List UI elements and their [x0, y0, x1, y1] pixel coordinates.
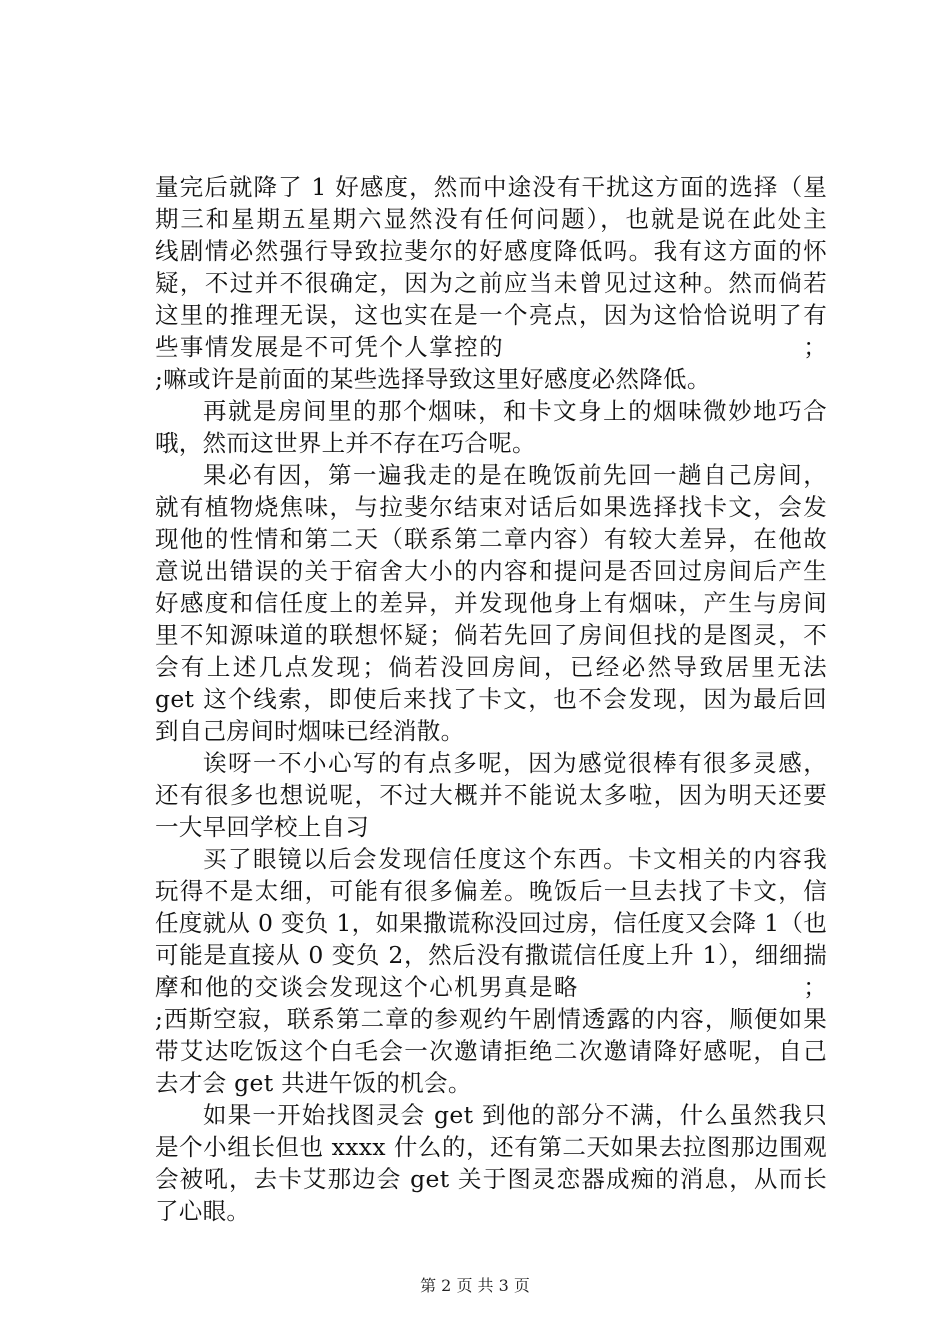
- text-line: 如果一开始找图灵会 get 到他的部分不满，什么虽然我只: [203, 1101, 827, 1129]
- text-line: 意说出错误的关于宿舍大小的内容和提问是否回过房间后产生: [155, 557, 827, 585]
- text-line: 可能是直接从 0 变负 2，然后没有撒谎信任度上升 1），细细揣: [155, 941, 827, 969]
- paragraph-2: [155, 395, 827, 459]
- text-line: 还有很多也想说呢，不过大概并不能说太多啦，因为明天还要: [155, 781, 827, 809]
- text-line: 会有上述几点发现；倘若没回房间，已经必然导致居里无法: [155, 653, 827, 681]
- text-line: 一大早回学校上自习: [155, 813, 370, 841]
- text-line: 是个小组长但也 xxxx 什么的，还有第二天如果去拉图那边围观: [155, 1133, 827, 1161]
- text-line: 就有植物烧焦味，与拉斐尔结束对话后如果选择找卡文，会发: [155, 493, 827, 521]
- text-line: 诶呀一不小心写的有点多呢，因为感觉很棒有很多灵感，: [203, 749, 827, 777]
- text-line: ;西斯空寂，联系第二章的参观约午剧情透露的内容，顺便如果: [155, 1005, 827, 1033]
- text-line: 些事情发展是不可凭个人掌控的 ；: [155, 333, 827, 361]
- paragraph-5: [155, 843, 827, 1099]
- page-footer: [0, 1276, 950, 1296]
- text-line: 线剧情必然强行导致拉斐尔的好感度降低吗。我有这方面的怀: [155, 237, 827, 265]
- text-line: 买了眼镜以后会发现信任度这个东西。卡文相关的内容我: [203, 845, 827, 873]
- text-line: ;嘛或许是前面的某些选择导致这里好感度必然降低。: [155, 365, 711, 393]
- text-line: 会被吼，去卡艾那边会 get 关于图灵恋器成痴的消息，从而长: [155, 1165, 827, 1193]
- text-line: 摩和他的交谈会发现这个心机男真是略 ；: [155, 973, 827, 1001]
- text-line: 了心眼。: [155, 1197, 251, 1225]
- text-line: 带艾达吃饭这个白毛会一次邀请拒绝二次邀请降好感呢，自己: [155, 1037, 827, 1065]
- text-line: 里不知源味道的联想怀疑；倘若先回了房间但找的是图灵，不: [155, 621, 827, 649]
- text-line: 去才会 get 共进午饭的机会。: [155, 1069, 472, 1097]
- text-line: get 这个线索，即使后来找了卡文，也不会发现，因为最后回: [155, 685, 827, 713]
- paragraph-6: [155, 1099, 827, 1227]
- text-line: 哦，然而这世界上并不存在巧合呢。: [155, 429, 536, 457]
- text-line: 再就是房间里的那个烟味，和卡文身上的烟味微妙地巧合: [203, 397, 827, 425]
- page-number-label: 第 2 页 共 3 页: [420, 1276, 530, 1295]
- text-line: 这里的推理无误，这也实在是一个亮点，因为这恰恰说明了有: [155, 301, 827, 329]
- document-body: [155, 171, 827, 1227]
- paragraph-3: [155, 459, 827, 747]
- text-line: 好感度和信任度上的差异，并发现他身上有烟味，产生与房间: [155, 589, 827, 617]
- text-line: 期三和星期五星期六显然没有任何问题），也就是说在此处主: [155, 205, 827, 233]
- text-line: 玩得不是太细，可能有很多偏差。晚饭后一旦去找了卡文，信: [155, 877, 827, 905]
- paragraph-1: [155, 171, 827, 395]
- text-line: 疑，不过并不很确定，因为之前应当未曾见过这种。然而倘若: [155, 269, 827, 297]
- paragraph-4: [155, 747, 827, 843]
- text-line: 果必有因，第一遍我走的是在晚饭前先回一趟自己房间，: [203, 461, 827, 489]
- text-line: 量完后就降了 1 好感度，然而中途没有干扰这方面的选择（星: [155, 173, 827, 201]
- text-line: 任度就从 0 变负 1，如果撒谎称没回过房，信任度又会降 1（也: [155, 909, 827, 937]
- text-line: 到自己房间时烟味已经消散。: [155, 717, 465, 745]
- text-line: 现他的性情和第二天（联系第二章内容）有较大差异，在他故: [155, 525, 827, 553]
